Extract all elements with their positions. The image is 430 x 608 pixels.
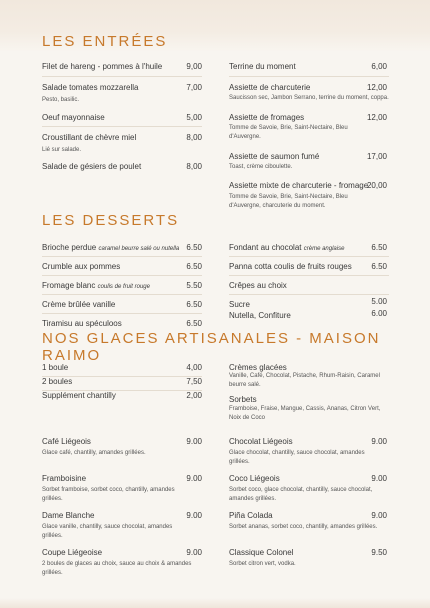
menu-item-price: 12,00 [366,113,387,122]
menu-item-name: 1 boule [42,363,69,372]
menu-item-desc: Glace chocolat, chantilly, sauce chocolat, amandes grillées. [229,450,365,465]
section-title-desserts: LES DESSERTS [42,212,180,229]
separator [42,126,202,127]
menu-item-name [229,243,344,252]
dessert-name: Fondant au chocolat [229,243,302,252]
menu-item-name: Crêpes au choix [229,281,287,290]
menu-item-name: Crumble aux pommes [42,262,121,271]
menu-item-desc: Sorbet citron vert, vodka. [229,561,296,567]
menu-item-name [42,281,150,290]
menu-item-name: Nutella, Confiture [229,311,291,320]
menu-item-price: 5.50 [186,281,202,290]
menu-item-price: 9.00 [186,474,202,483]
menu-item-name: Sucre [229,300,250,309]
menu-item-price: 9.00 [186,511,202,520]
menu-item-desc: Pesto, basilic. [42,97,80,103]
menu-item-price: 9.00 [371,437,387,446]
menu-item-name: Framboisine [42,474,87,483]
section-title-entrees: LES ENTRÉES [42,33,168,50]
menu-item-name: Chocolat Liégeois [229,437,293,446]
menu-item-desc: Glace café, chantilly, amandes grillées. [42,450,146,456]
menu-item-price: 12,00 [366,83,387,92]
menu-item-desc: Tomme de Savoie, Brie, Saint-Nectaire, Bleu d'Auvergne. [229,125,348,140]
menu-item-price: 6.50 [186,262,202,271]
menu-item-price: 5,00 [186,113,202,122]
menu-item-price: 6.50 [371,262,387,271]
menu-item-name: Crèmes glacées [229,363,287,372]
menu-item-price: 6.50 [371,243,387,252]
menu-item-price: 17,00 [366,152,387,161]
menu-item-price: 9.00 [371,474,387,483]
separator [229,294,389,295]
menu-item-name: Salade tomates mozzarella [42,83,139,92]
dessert-sub: caramel beurre salé ou nutella [98,246,180,252]
separator [229,256,389,257]
separator [42,275,202,276]
menu-item-name: Assiette de fromages [229,113,305,122]
menu-item-name: Tiramisu au spéculoos [42,319,122,328]
menu-item-name: Assiette mixte de charcuterie - fromage [229,181,369,190]
menu-item-name: Filet de hareng - pommes à l'huile [42,62,163,71]
menu-item-name: Salade de gésiers de poulet [42,162,142,171]
menu-item-desc: Sorbet coco, glace chocolat, chantilly, sauce chocolat, amandes grillées. [229,487,373,502]
menu-item-desc: 2 boules de glaces au choix, sauce au choix & amandes grillées. [42,561,192,576]
menu-item-price: 2,00 [186,391,202,400]
menu-item-name: 2 boules [42,377,73,386]
menu-item-price: 6.50 [186,243,202,252]
menu-item-desc: Framboise, Fraise, Mangue, Cassis, Ananas, Citron Vert, Noix de Coco [229,406,381,421]
menu-item-price: 20,00 [366,181,387,190]
menu-item-price: 9.00 [186,548,202,557]
dessert-name: Brioche perdue [42,243,97,252]
menu-item-price: 9.00 [371,511,387,520]
menu-item-price: 8,00 [186,162,202,171]
menu-item-desc: Sorbet framboise, sorbet coco, chantilly, amandes grillées. [42,487,175,502]
menu-item-name: Classique Colonel [229,548,294,557]
menu-item-price: 9.00 [186,437,202,446]
menu-item-name: Coupe Liégeoise [42,548,103,557]
separator [42,313,202,314]
menu-item-name: Sorbets [229,395,257,404]
menu-item-name: Supplément chantilly [42,391,116,400]
menu-item-price: 5.00 [371,297,387,306]
menu-item-name: Dame Blanche [42,511,95,520]
menu-item-price: 7,00 [186,83,202,92]
menu-item-desc: Sorbet ananas, sorbet coco, chantilly, amandes grillées. [229,524,378,530]
menu-item-name: Assiette de charcuterie [229,83,311,92]
separator [42,76,202,77]
menu-item-name: Terrine du moment [229,62,296,71]
menu-item-desc: Glace vanille, chantilly, sauce chocolat, amandes grillées. [42,524,173,539]
separator [229,275,389,276]
menu-item-desc: Lié sur salade. [42,147,82,153]
dessert-sub: coulis de fruit rouge [97,284,150,290]
separator [42,256,202,257]
menu-item-price: 6.00 [371,309,387,318]
menu-item-name: Coco Liégeois [229,474,280,483]
section-title-glaces: NOS GLACES ARTISANALES - MAISON RAIMO [42,330,381,364]
menu-item-price: 6.50 [186,319,202,328]
menu-item-name: Oeuf mayonnaise [42,113,105,122]
menu-item-desc: Tomme de Savoie, Brie, Saint-Nectaire, Bleu d'Auvergne, charcuterie du moment. [229,194,348,209]
separator [229,76,389,77]
menu-item-name: Piña Colada [229,511,273,520]
menu-item-name: Crème brûlée vanille [42,300,116,309]
separator [42,294,202,295]
menu-item-name [42,243,179,252]
menu-item-name: Panna cotta coulis de fruits rouges [229,262,352,271]
menu-item-name: Café Liégeois [42,437,91,446]
menu-item-desc: Toast, crème ciboulette. [229,164,293,170]
menu-item-desc: Saucisson sec, Jambon Serrano, terrine du moment, coppa. [229,95,389,101]
menu-item-price: 7,50 [186,377,202,386]
menu-item-price: 6.50 [186,300,202,309]
menu-item-price: 9.50 [371,548,387,557]
menu-item-price: 9,00 [186,62,202,71]
menu-item-name: Assiette de saumon fumé [229,152,320,161]
dessert-sub: crème anglaise [303,246,345,252]
menu-item-desc: Vanille, Café, Chocolat, Pistache, Rhum-Raisin, Caramel beurre salé. [229,373,380,388]
dessert-name: Fromage blanc [42,281,96,290]
menu-item-name: Croustillant de chèvre miel [42,133,137,142]
menu-item-price: 8,00 [186,133,202,142]
menu-item-price: 6,00 [371,62,387,71]
footer-texture [0,598,430,608]
menu-item-price: 4,00 [186,363,202,372]
